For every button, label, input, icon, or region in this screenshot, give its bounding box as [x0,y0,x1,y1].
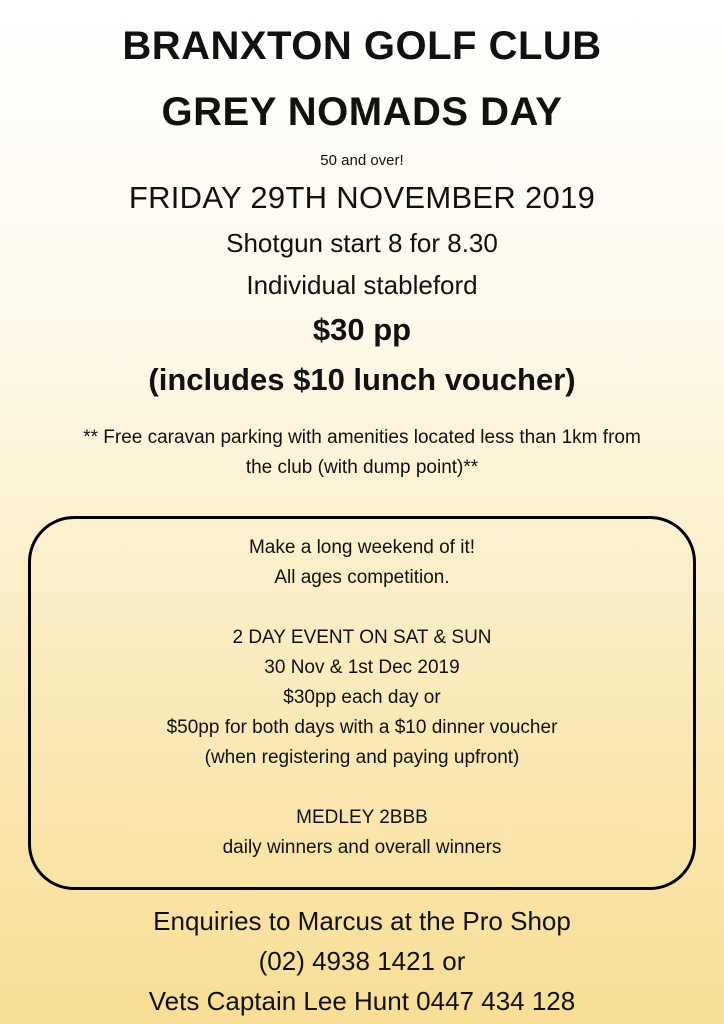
weekend-line: (when registering and paying upfront) [204,747,520,768]
event-name-heading: GREY NOMADS DAY [161,90,563,134]
weekend-line: 30 Nov & 1st Dec 2019 [264,657,460,678]
start-time: Shotgun start 8 for 8.30 [226,228,498,258]
caravan-note-line1: ** Free caravan parking with amenities located less than 1km from [83,427,641,448]
event-date: FRIDAY 29TH NOVEMBER 2019 [128,180,596,215]
competition-format: Individual stableford [246,270,478,300]
enquiries-line1: Enquiries to Marcus at the Pro Shop [153,906,571,936]
weekend-line: MEDLEY 2BBB [296,807,428,828]
weekend-line: $50pp for both days with a $10 dinner voucher [166,717,558,738]
age-note: 50 and over! [320,152,404,169]
club-name-heading: BRANXTON GOLF CLUB [122,24,602,68]
caravan-note-line2: the club (with dump point)** [245,457,479,478]
entry-price: $30 pp [312,312,412,347]
enquiries-captain: Vets Captain Lee Hunt 0447 434 128 [148,986,576,1016]
price-includes: (includes $10 lunch voucher) [148,362,576,397]
weekend-line: Make a long weekend of it! [248,537,476,558]
weekend-line: $30pp each day or [283,687,441,708]
weekend-line: All ages competition. [274,567,450,588]
weekend-line: daily winners and overall winners [222,837,502,858]
weekend-line: 2 DAY EVENT ON SAT & SUN [232,627,492,648]
weekend-event-box [28,516,696,890]
enquiries-phone: (02) 4938 1421 or [258,946,466,976]
